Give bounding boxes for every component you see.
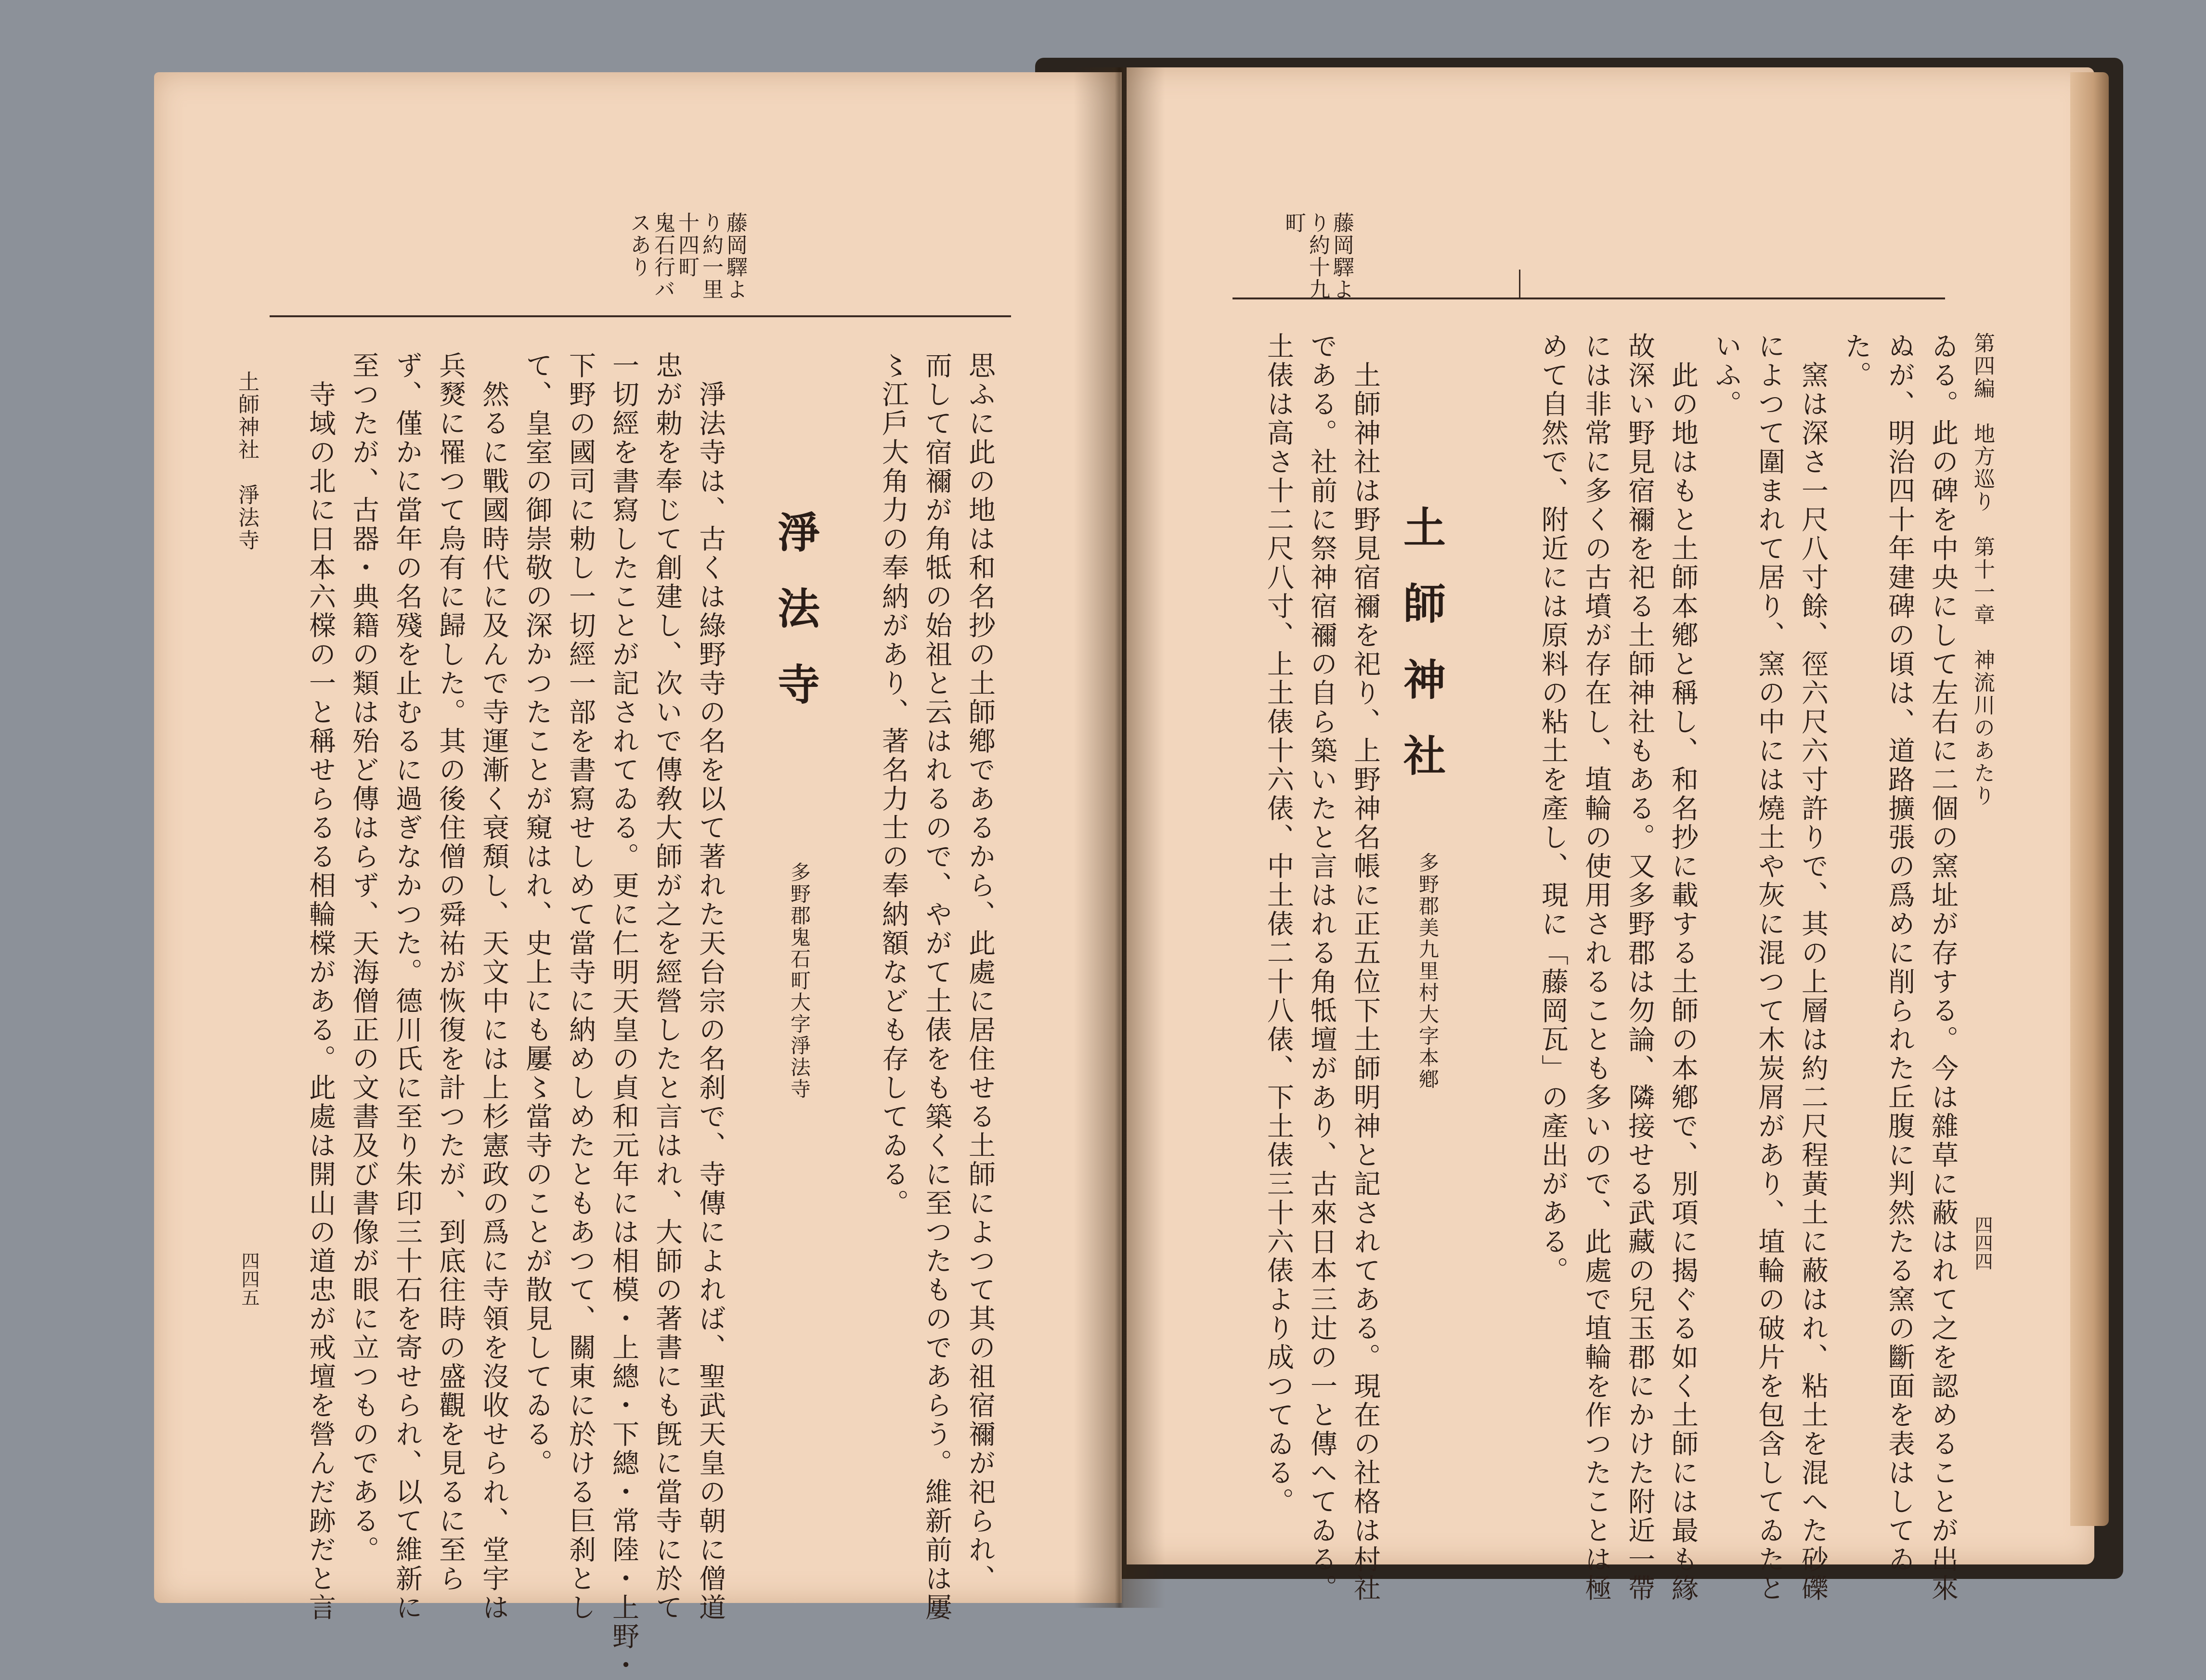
body-line: て、皇室の御崇敬の深かつたことが窺はれ、史上にも屢〻當寺のことが散見してゐる。 [521,351,553,1478]
page-edges [2070,72,2109,1526]
side-note-line: り約十九 [1305,212,1330,300]
body-line: 〻江戶大角力の奉納があり、著名力士の奉納額なども存してゐる。 [878,351,909,1218]
page-number-right: 四四四 [1972,1215,1993,1270]
body-line: 然るに戰國時代に及んで寺運漸く衰頽し、天文中には上杉憲政の爲に寺領を沒收せられ、堂宇は [478,351,509,1622]
body-line: 此の地はもと土師本鄕と稱し、和名抄に載する土師の本鄕で、別項に揭ぐる如く土師には最も緣 [1667,332,1699,1603]
section-title: 土師神社 [1397,505,1447,810]
side-note-line: 藤岡驛よ [1329,212,1354,300]
body-line: 寺域の北に日本六橖の一と稱せらるる相輪橖がある。此處は開山の道忠が戒壇を營んだ跡だと言 [305,351,336,1622]
body-line: には非常に多くの古墳が存在し、埴輪の使用されることも多いので、此處で埴輪を作つたことは極 [1581,332,1612,1603]
note-rule [1519,270,1520,298]
body-line: 窯は深さ一尺八寸餘、徑六尺六寸許りで、其の上層は約二尺程黃土に蔽はれ、粘土を混へた砂礫 [1797,332,1829,1603]
side-note-line: 町 [1281,212,1306,234]
body-line: ず、僅かに當年の名殘を止むるに過ぎなかつた。德川氏に至り朱印三十石を寄せられ、以て維新に [391,351,423,1622]
body-line: によつて圍まれて居り、窯の中には燒土や灰に混つて木炭屑があり、埴輪の破片を包含してゐたと [1754,332,1785,1603]
body-line: 而して宿禰が角牴の始祖と云はれるので、やがて土俵をも築くに至つたものであらう。維新前は屢 [921,351,952,1622]
body-line: 土師神社は野見宿禰を祀り、上野神名帳に正五位下土師明神と記されてある。現在の社格は村社 [1350,332,1381,1603]
body-line: ぬが、明治四十年建碑の頃は、道路擴張の爲めに削られた丘腹に判然たる窯の斷面を表はしてゐ [1884,332,1915,1574]
body-line: 思ふに此の地は和名抄の土師鄕であるから、此處に居住せる土師によつて其の祖宿禰が祀られ、 [964,351,996,1593]
body-line: いふ。 [1711,332,1742,419]
side-note-line: り約一里 [699,212,723,300]
body-line: 故深い野見宿禰を祀る土師神社もある。又多野郡は勿論、隣接せる武藏の兒玉郡にかけた附近一帶 [1624,332,1655,1603]
section-address: 多野郡美九里村大字本鄕 [1416,852,1440,1090]
side-note-line: スあり [626,212,651,278]
running-footer-title: 土師神社 淨法寺 [234,371,259,552]
book-gutter [1074,67,1165,1608]
side-note-line: 鬼石行バ [650,212,675,300]
body-line: 下野の國司に勅し一切經一部を書寫せしめて當寺に納めしめたともあつて、關東に於ける巨刹とし [565,351,596,1622]
section-address: 多野郡鬼石町大字淨法寺 [788,862,811,1100]
body-line: 一切經を書寫したことが記されてゐる。更に仁明天皇の貞和元年には相模・上總・下總・常陸・上野・ [608,351,639,1680]
body-line: である。社前に祭神宿禰の自ら築いたと言はれる角牴壇があり、古來日本三辻の一と傳へてゐる。 [1306,332,1337,1603]
body-line: た。 [1841,332,1872,390]
header-rule [270,315,1011,317]
body-line: 土俵は高さ十二尺八寸、上土俵十六俵、中土俵二十八俵、下土俵三十六俵より成つてゐる。 [1263,332,1294,1516]
side-note-line: 十四町 [675,212,699,278]
body-line: 至つたが、古器・典籍の類は殆ど傳はらず、天海僧正の文書及び書像が眼に立つものである。 [348,351,379,1564]
body-line: 淨法寺は、古くは綠野寺の名を以て著れた天台宗の名刹で、寺傳によれば、聖武天皇の朝に僧道 [695,351,726,1622]
side-note-line: 藤岡驛よ [723,212,747,300]
body-line: 兵燹に罹つて烏有に歸した。其の後住僧の舜祐が恢復を計つたが、到底往時の盛觀を見るに至ら [435,351,466,1593]
body-line: 忠が勅を奉じて創建し、次いで傳敎大師が之を經營したと言はれ、大師の著書にも旣に當寺に於て [651,351,683,1622]
body-line: ゐる。此の碑を中央にして左右に二個の窯址が存する。今は雜草に蔽はれて之を認めることが出來 [1927,332,1959,1603]
page-number-left: 四四五 [238,1252,260,1306]
section-title: 淨法寺 [771,510,821,738]
running-header: 第四編 地方巡り 第十一章 神流川のあたり [1970,332,1995,807]
body-line: めて自然で、附近には原料の粘土を產し、現に「藤岡瓦」の產出がある。 [1537,332,1569,1285]
